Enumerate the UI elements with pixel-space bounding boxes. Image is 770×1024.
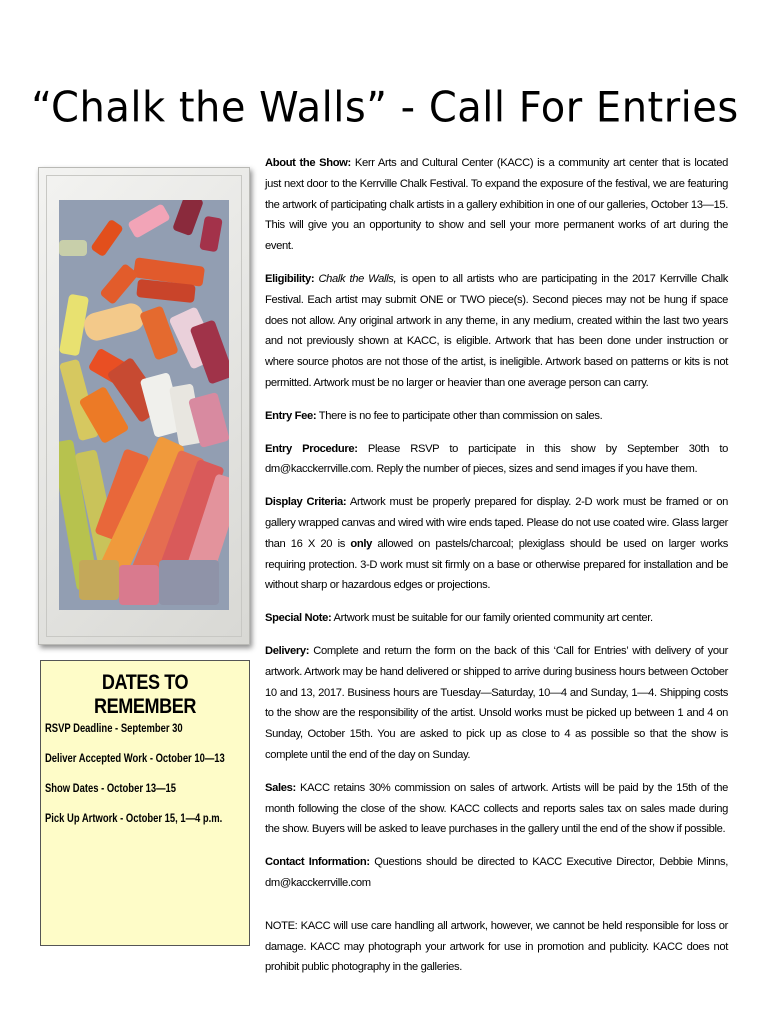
procedure-text: Please RSVP to participate in this show by September 30th to dm@kacckerrville.com. Reply the number of pieces, sizes and send images if you have them. (265, 442, 729, 476)
eligibility-text: is open to all artists who are participating in the 2017 Kerrville Chalk Festival. Each artist may submit ONE or TWO piece(s). Second pieces may not be hung if space does not allow. Any original artwork in any theme, in any medium, created within the last two years and not previously shown at KACC, is eligible. Artwork that has been done under instruction or where source photos are not those of the artist, is ineligible. Artwork based on patterns or kits is not permitted. Artwork must be no larger or heavier than one average person can carry. (265, 272, 729, 389)
procedure-section (265, 439, 728, 481)
eligibility-label: Eligibility: (265, 272, 315, 285)
date-deliver: Deliver Accepted Work - October 10—13 (45, 753, 225, 765)
procedure-label: Entry Procedure: (265, 442, 358, 455)
dates-to-remember-box (40, 660, 250, 946)
sales-text: KACC retains 30% commission on sales of artwork. Artists will be paid by the 15th of the month following the close of the show. KACC collects and reports sales tax on sales made during the show. Buyers will be asked to leave purchases in the gallery until the end of the show if possible. (265, 781, 728, 836)
contact-text: Questions should be directed to KACC Executive Director, Debbie Minns, dm@kacckerrville.com (265, 856, 728, 889)
eligibility-italic: Chalk the Walls, (318, 272, 397, 285)
delivery-text: Complete and return the form on the back of this ‘Call for Entries’ with delivery of your artwork. Artwork may be hand delivered or shipped to arrive during business hours between October 10 and 13, 2017. Business hours are Tuesday—Saturday, 10—4 and Sunday, 1—4. Shipping costs to the show are the responsibility of the artist. Unsold works must be picked up between 1 and 4 on Sunday, October 15th. You are asked to pick up as close to 4 as possible so that the show is complete until the end of the day on Sunday. (265, 644, 728, 761)
fee-section (265, 406, 728, 427)
about-label: About the Show: (265, 157, 351, 169)
display-label: Display Criteria: (265, 496, 347, 509)
special-section (265, 608, 728, 629)
page-title: “Chalk the Walls” - Call For Entries (31, 83, 739, 132)
dates-heading: DATES TO REMEMBER (94, 671, 196, 718)
date-show: Show Dates - October 13—15 (45, 783, 177, 795)
fee-label: Entry Fee: (265, 409, 317, 422)
contact-section (265, 852, 728, 894)
date-pickup: Pick Up Artwork - October 15, 1—4 p.m. (45, 813, 223, 825)
display-text-1: Artwork must be properly prepared for display. 2-D work must be framed or on gallery wrapped canvas and wired with wire ends taped. Please do not use coated wire. Glass larger than 16 X 20 is (265, 496, 728, 550)
display-bold: only (350, 537, 372, 550)
special-label: Special Note: (265, 612, 332, 625)
display-section (265, 492, 728, 596)
special-text: Artwork must be suitable for our family oriented community art center. (331, 612, 653, 625)
photo-frame (38, 167, 250, 645)
display-text-2: allowed on pastels/charcoal; plexiglass should be used on larger works requiring protection. 3-D work must sit firmly on a base or otherwise prepared for installation and be without sharp or hazardous edges or projections. (265, 537, 728, 592)
sales-label: Sales: (265, 781, 296, 794)
eligibility-section (265, 269, 728, 394)
about-text: Kerr Arts and Cultural Center (KACC) is a community art center that is located just next door to the Kerrville Chalk Festival. To expand the exposure of the festival, we are featuring the artwork of participating chalk artists in a gallery exhibition in one of our galleries, October 13—15. This will give you an opportunity to show and sell your more permanent works of art during the event. (265, 157, 728, 253)
about-section (265, 153, 728, 257)
contact-label: Contact Information: (265, 856, 370, 869)
delivery-label: Delivery: (265, 644, 310, 657)
date-rsvp: RSVP Deadline - September 30 (45, 723, 183, 735)
call-for-entries-body (265, 153, 728, 990)
fee-text: There is no fee to participate other than commission on sales. (316, 409, 603, 422)
chalk-pastels-photo (59, 200, 229, 610)
note-section: NOTE: KACC will use care handling all artwork, however, we cannot be held responsible for loss or damage. KACC may photograph your artwork for use in promotion and publicity. KACC does not prohibit public photography in the galleries. (265, 919, 728, 974)
sales-section (265, 778, 728, 840)
delivery-section (265, 641, 728, 766)
